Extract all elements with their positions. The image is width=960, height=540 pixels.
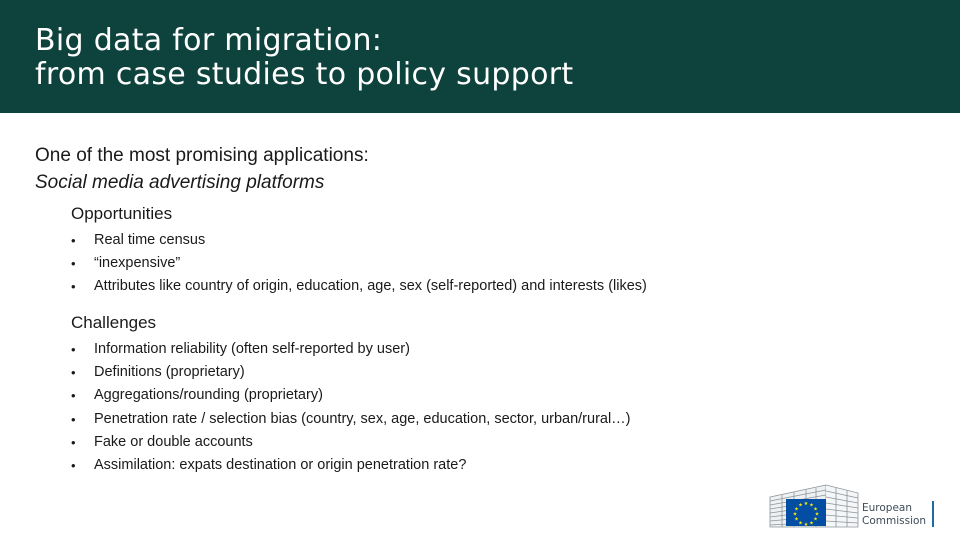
intro-text <box>35 142 369 196</box>
svg-text:★: ★ <box>803 501 809 507</box>
bullet-icon: • <box>71 434 76 450</box>
opportunities-section <box>71 204 647 299</box>
svg-text:★: ★ <box>814 511 820 518</box>
list-item-text: Real time census <box>94 232 206 248</box>
opportunities-list <box>71 229 647 299</box>
logo-line-2: Commission <box>862 515 927 527</box>
svg-text:★: ★ <box>809 502 814 509</box>
list-item <box>71 338 631 361</box>
svg-text:★: ★ <box>792 511 798 518</box>
list-item <box>71 408 631 431</box>
svg-text:★: ★ <box>794 506 799 513</box>
european-commission-logo <box>768 483 938 529</box>
list-item <box>71 229 647 252</box>
list-item-text: Information reliability (often self-reported by user) <box>94 341 410 357</box>
svg-text:★: ★ <box>798 502 803 509</box>
logo-line-1: European <box>862 502 913 514</box>
list-item <box>71 275 647 298</box>
title-line-2: from case studies to policy support <box>35 57 574 92</box>
challenges-section <box>71 313 631 477</box>
list-item <box>71 361 631 384</box>
svg-text:★: ★ <box>803 522 809 528</box>
list-item <box>71 431 631 454</box>
bullet-icon: • <box>71 388 76 404</box>
intro-line: One of the most promising applications: <box>35 145 369 166</box>
bullet-icon: • <box>71 233 76 248</box>
svg-text:★: ★ <box>809 520 814 527</box>
bullet-icon: • <box>71 411 76 427</box>
svg-text:★: ★ <box>798 520 803 527</box>
challenges-heading: Challenges <box>71 313 157 332</box>
bullet-icon: • <box>71 342 76 357</box>
bullet-icon: • <box>71 458 76 474</box>
list-item <box>71 384 631 407</box>
bullet-icon: • <box>71 256 76 272</box>
list-item <box>71 454 631 477</box>
list-item-text: Penetration rate / selection bias (country, sex, age, education, sector, urban/rural…) <box>94 410 631 427</box>
svg-text:★: ★ <box>813 516 818 523</box>
svg-text:★: ★ <box>813 506 818 513</box>
list-item-text: “inexpensive” <box>94 255 181 272</box>
title-line-1: Big data for migration: <box>35 23 383 58</box>
list-item-text: Attributes like country of origin, education, age, sex (self-reported) and interests (likes) <box>94 278 647 295</box>
intro-italic-line: Social media advertising platforms <box>35 172 325 193</box>
list-item-text: Assimilation: expats destination or origin penetration rate? <box>94 457 467 474</box>
slide-title <box>35 24 573 92</box>
svg-text:★: ★ <box>794 516 799 523</box>
list-item-text: Fake or double accounts <box>94 433 253 450</box>
opportunities-heading: Opportunities <box>71 204 173 223</box>
challenges-list <box>71 338 631 477</box>
list-item-text: Aggregations/rounding (proprietary) <box>94 387 323 404</box>
list-item <box>71 252 647 275</box>
berlaymont-building-icon <box>768 483 860 529</box>
bullet-icon: • <box>71 279 76 295</box>
bullet-icon: • <box>71 365 76 381</box>
logo-accent-bar <box>932 501 934 527</box>
slide-header <box>0 0 960 113</box>
list-item-text: Definitions (proprietary) <box>94 364 245 381</box>
logo-text <box>862 502 926 528</box>
